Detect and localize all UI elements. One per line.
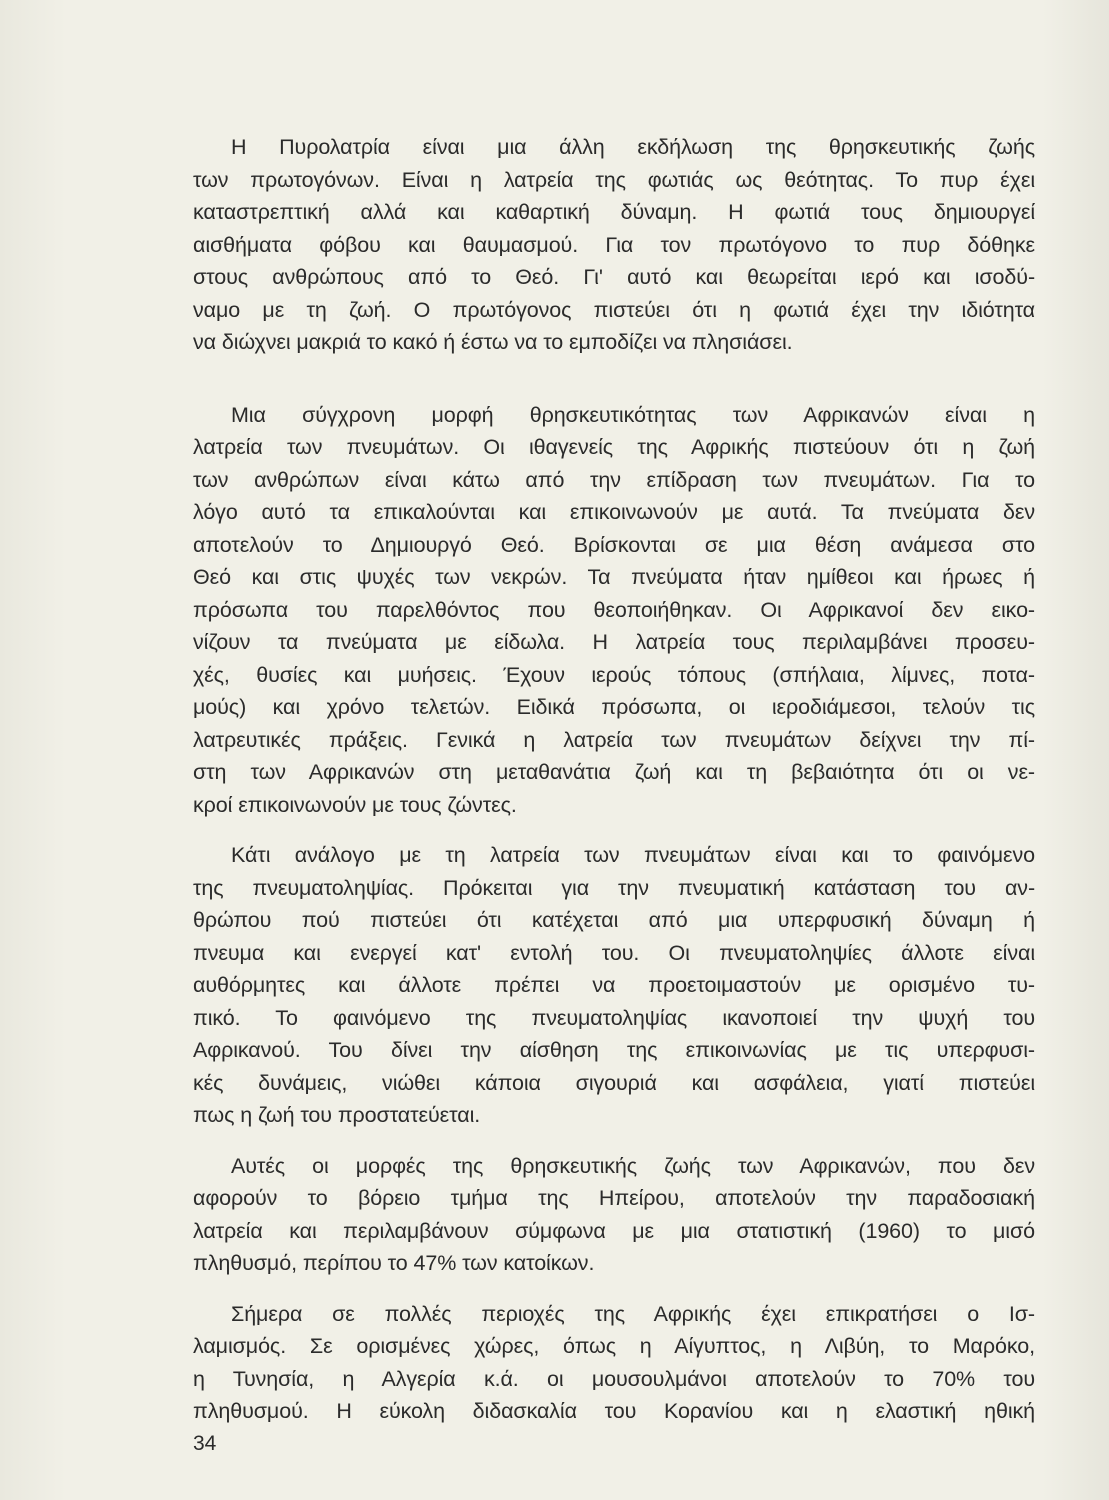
text-line: κές δυνάμεις, νιώθει κάποια σιγουριά και ασφάλεια, γιατί πιστεύει bbox=[193, 1070, 1035, 1095]
text-line: Μια σύγχρονη μορφή θρησκευτικότητας των Αφρικανών είναι η bbox=[231, 402, 1035, 427]
text-line: η Τυνησία, η Αλγερία κ.ά. οι μουσουλμάνοι αποτελούν το 70% του bbox=[193, 1366, 1035, 1391]
text-line: Η Πυρολατρία είναι μια άλλη εκδήλωση της θρησκευτικής ζωής bbox=[231, 135, 1035, 159]
paragraph bbox=[193, 1150, 1035, 1280]
text-line: να διώχνει μακριά το κακό ή έστω να το εμποδίζει να πλησιάσει. bbox=[193, 330, 793, 354]
text-line: πληθυσμού. Η εύκολη διδασκαλία του Κορανίου και η ελαστική ηθική bbox=[193, 1399, 1035, 1423]
text-line: πως η ζωή του προστατεύεται. bbox=[193, 1103, 481, 1127]
text-line: πρόσωπα του παρελθόντος που θεοποιήθηκαν. Οι Αφρικανοί δεν εικο- bbox=[193, 597, 1035, 622]
text-line: Σήμερα σε πολλές περιοχές της Αφρικής έχει επικρατήσει ο Ισ- bbox=[231, 1301, 1035, 1326]
text-line: των πρωτογόνων. Είναι η λατρεία της φωτιάς ως θεότητας. Το πυρ έχει bbox=[193, 167, 1035, 192]
text-line: Αυτές οι μορφές της θρησκευτικής ζωής των Αφρικανών, που δεν bbox=[231, 1153, 1035, 1178]
text-line: πληθυσμό, περίπου το 47% των κατοίκων. bbox=[193, 1251, 595, 1275]
text-line: αυθόρμητες και άλλοτε πρέπει να προετοιμαστούν με ορισμένο τυ- bbox=[193, 973, 1035, 997]
text-line: Αφρικανού. Του δίνει την αίσθηση της επικοινωνίας με τις υπερφυσι- bbox=[193, 1038, 1035, 1062]
page-number: 34 bbox=[193, 1432, 217, 1455]
text-line: λατρεία των πνευμάτων. Οι ιθαγενείς της Αφρικής πιστεύουν ότι η ζωή bbox=[193, 435, 1035, 459]
text-line: αισθήματα φόβου και θαυμασμού. Για τον πρωτόγονο το πυρ δόθηκε bbox=[193, 232, 1035, 257]
text-line: λαμισμός. Σε ορισμένες χώρες, όπως η Αίγυπτος, η Λιβύη, το Μαρόκο, bbox=[193, 1334, 1035, 1358]
text-line: κροί επικοινωνούν με τους ζώντες. bbox=[193, 792, 517, 817]
text-line: λόγο αυτό τα επικαλούνται και επικοινωνούν με αυτά. Τα πνεύματα δεν bbox=[193, 500, 1035, 524]
paragraph bbox=[193, 131, 1035, 359]
text-line: Θεό και στις ψυχές των νεκρών. Τα πνεύματα ήταν ημίθεοι και ήρωες ή bbox=[193, 565, 1035, 589]
text-line: ναμο με τη ζωή. Ο πρωτόγονος πιστεύει ότι η φωτιά έχει την ιδιότητα bbox=[193, 297, 1035, 322]
text-line: μούς) και χρόνο τελετών. Ειδικά πρόσωπα, οι ιεροδιάμεσοι, τελούν τις bbox=[193, 695, 1035, 719]
paragraph bbox=[193, 1298, 1035, 1428]
text-line: Κάτι ανάλογο με τη λατρεία των πνευμάτων είναι και το φαινόμενο bbox=[231, 843, 1035, 867]
text-line: καταστρεπτική αλλά και καθαρτική δύναμη. Η φωτιά τους δημιουργεί bbox=[193, 200, 1035, 224]
text-line: των ανθρώπων είναι κάτω από την επίδραση των πνευμάτων. Για το bbox=[193, 467, 1035, 492]
text-line: πικό. Το φαινόμενο της πνευματοληψίας ικανοποιεί την ψυχή του bbox=[193, 1005, 1035, 1030]
text-line: αφορούν το βόρειο τμήμα της Ηπείρου, αποτελούν την παραδοσιακή bbox=[193, 1186, 1035, 1210]
paragraph bbox=[193, 399, 1035, 822]
text-line: χές, θυσίες και μυήσεις. Έχουν ιερούς τόπους (σπήλαια, λίμνες, ποτα- bbox=[193, 662, 1035, 687]
text-line: πνευμα και ενεργεί κατ' εντολή του. Οι πνευματοληψίες άλλοτε είναι bbox=[193, 940, 1035, 965]
text-line: λατρεία και περιλαμβάνουν σύμφωνα με μια στατιστική (1960) το μισό bbox=[193, 1218, 1035, 1243]
paragraph bbox=[193, 839, 1035, 1132]
text-line: λατρευτικές πράξεις. Γενικά η λατρεία των πνευμάτων δείχνει την πί- bbox=[193, 727, 1035, 752]
text-line: αποτελούν το Δημιουργό Θεό. Βρίσκονται σε μια θέση ανάμεσα στο bbox=[193, 532, 1035, 557]
text-line: θρώπου πού πιστεύει ότι κατέχεται από μια υπερφυσική δύναμη ή bbox=[193, 908, 1035, 932]
text-line: στη των Αφρικανών στη μεταθανάτια ζωή και τη βεβαιότητα ότι οι νε- bbox=[193, 760, 1035, 784]
text-line: νίζουν τα πνεύματα με είδωλα. Η λατρεία τους περιλαμβάνει προσευ- bbox=[193, 630, 1035, 654]
text-line: της πνευματοληψίας. Πρόκειται για την πνευματική κατάσταση του αν- bbox=[193, 875, 1035, 900]
body-text bbox=[193, 131, 1035, 1446]
text-line: στους ανθρώπους από το Θεό. Γι' αυτό και θεωρείται ιερό και ισοδύ- bbox=[193, 265, 1035, 289]
